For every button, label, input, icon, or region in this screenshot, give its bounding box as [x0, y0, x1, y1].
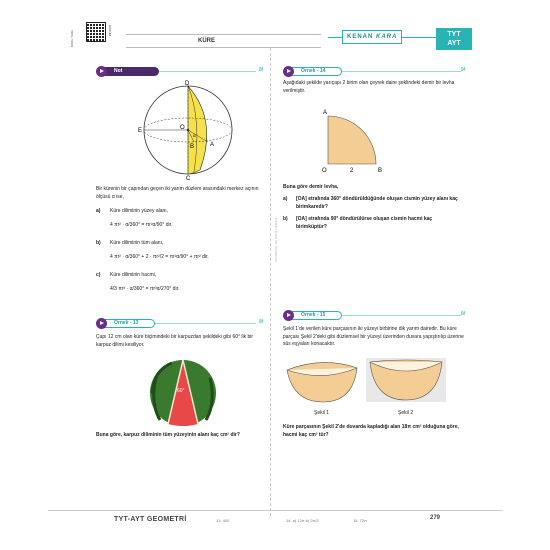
note-a-text: Küre diliminin yüzey alanı, — [110, 208, 169, 214]
fig-label-radius: 2 — [350, 168, 354, 174]
fig-label-o: O — [180, 125, 185, 131]
fig-label-a: A — [323, 110, 328, 116]
fig-label-b: B — [378, 168, 383, 174]
brand — [328, 28, 473, 48]
note-b-formula: 4 πr² · α/360° + 2 · πr²/2 = πr²α/90° + πr² dir. — [110, 254, 209, 260]
note-c-formula: 4/3 πr³ · α/360° = πr³α/270° dir. — [110, 286, 180, 292]
example-14-b-text: [OA] etrafında 90° döndürülürse oluşan cismin hacmi kaç birimküptür? — [296, 216, 433, 230]
brand-last: KARA — [376, 34, 398, 40]
play-icon[interactable] — [96, 318, 107, 329]
example-14-header — [283, 66, 463, 76]
column-divider — [270, 48, 271, 518]
example-14-b-label: b) — [283, 216, 288, 222]
section-end-icon: ᘛ — [460, 67, 465, 73]
fig-label-a: A — [210, 142, 215, 148]
note-label: Not — [99, 67, 159, 76]
qr-text: ÇÖZÜM — [108, 25, 112, 36]
quarter-circle-figure — [318, 104, 398, 174]
fig-label-b: B — [190, 144, 195, 150]
vertical-text: Kenan Kara ile Geometri — [274, 218, 279, 262]
example-13-header — [96, 318, 261, 328]
note-text: Bir kürenin bir çapından geçen iki yarım düzlem arasındaki merkez açının ölçüsü α ise, — [96, 186, 259, 200]
figure-1-caption: Şekil 1 — [314, 410, 330, 416]
play-icon[interactable] — [96, 66, 107, 77]
watermelon-angle: 60° — [177, 388, 185, 394]
fig-label-e: E — [138, 128, 143, 134]
series-bottom: AYT — [447, 40, 461, 47]
answer-14: 14. a) 12π b) 2π/3 — [286, 518, 319, 523]
example-14-prompt: Buna göre demir levha, — [283, 184, 339, 190]
fig-label-alpha: α — [193, 133, 196, 138]
fig-label-o: O — [322, 168, 327, 174]
note-c-text: Küre diliminin hacmi, — [110, 272, 157, 278]
example-14-a-text: [OA] etrafında 360° döndürüldüğünde oluşan cismin yüzey alanı kaç birimkaredir? — [296, 196, 458, 210]
topic-title: KÜRE — [198, 38, 216, 44]
sphere-slice-figure — [138, 80, 238, 180]
play-icon[interactable] — [283, 310, 294, 321]
topic-bar — [126, 34, 321, 48]
figure-2-caption: Şekil 2 — [398, 410, 414, 416]
answer-15: 15. 72π — [353, 518, 367, 523]
series-top: TYT — [447, 31, 461, 38]
example-13-label: Örnek - 13 — [99, 319, 155, 328]
example-15-label: Örnek - 15 — [286, 311, 342, 320]
note-b-label: b) — [96, 240, 101, 246]
page-number: 279 — [430, 515, 441, 521]
note-a-label: a) — [96, 208, 101, 214]
brand-box — [342, 30, 402, 44]
qr-block[interactable] — [70, 22, 126, 52]
series-logo — [436, 28, 472, 50]
page — [70, 18, 473, 530]
brand-first: KENAN — [347, 34, 374, 40]
play-icon[interactable] — [283, 66, 294, 77]
qr-code-icon[interactable] — [86, 22, 106, 42]
example-14-text: Aşağıdaki şekilde yarıçapı 2 birim olan çeyrek daire şeklindeki demir bir levha verilmiştir. — [283, 80, 455, 94]
note-header — [96, 66, 261, 76]
note-c-label: c) — [96, 272, 101, 278]
figure-2 — [366, 358, 446, 408]
fig-label-c: C — [186, 176, 191, 180]
example-15-header — [283, 310, 463, 320]
example-14-a-label: a) — [283, 196, 288, 202]
example-14-label: Örnek - 14 — [286, 67, 342, 76]
section-end-icon: ᘛ — [460, 311, 465, 317]
footer-title: TYT-AYT GEOMETRİ — [114, 516, 187, 523]
note-b-text: Küre diliminin tüm alanı, — [110, 240, 164, 246]
qr-label: KODU TARA — [70, 30, 74, 48]
answer-13: 13. 400 — [216, 518, 230, 523]
note-a-formula: 4 πr² · α/360° = πr²α/90° dir. — [110, 222, 173, 228]
fig-label-d: D — [185, 81, 190, 87]
figure-1 — [283, 358, 363, 406]
example-15-question: Küre parçasının Şekil 2'de duvarda kapladığı alan 18π cm² olduğuna göre, hacmi kaç cm³ tür? — [283, 424, 459, 438]
example-15-text: Şekil 1'de verilen küre parçasının iki yüzeyi birbirine dik yarım dairedir. Bu küre parçası Şekil 2'deki gibi düzlemsel bir yüzeyi üzerinden duvara yapıştırılıp üzerine süs eşyaları konacaktır. — [283, 326, 464, 347]
example-13-question: Buna göre, karpuz diliminin tüm yüzeyinin alanı kaç cm² dir? — [96, 432, 240, 438]
example-13-text: Çapı 12 cm olan küre biçimindeki bir karpuzdan şekildeki gibi 60° lik bir karpuz dilimi kesiliyor. — [96, 334, 254, 348]
section-end-icon: ᘛ — [258, 319, 263, 325]
watermelon-figure — [148, 358, 218, 428]
section-end-icon: ᘛ — [258, 67, 263, 73]
